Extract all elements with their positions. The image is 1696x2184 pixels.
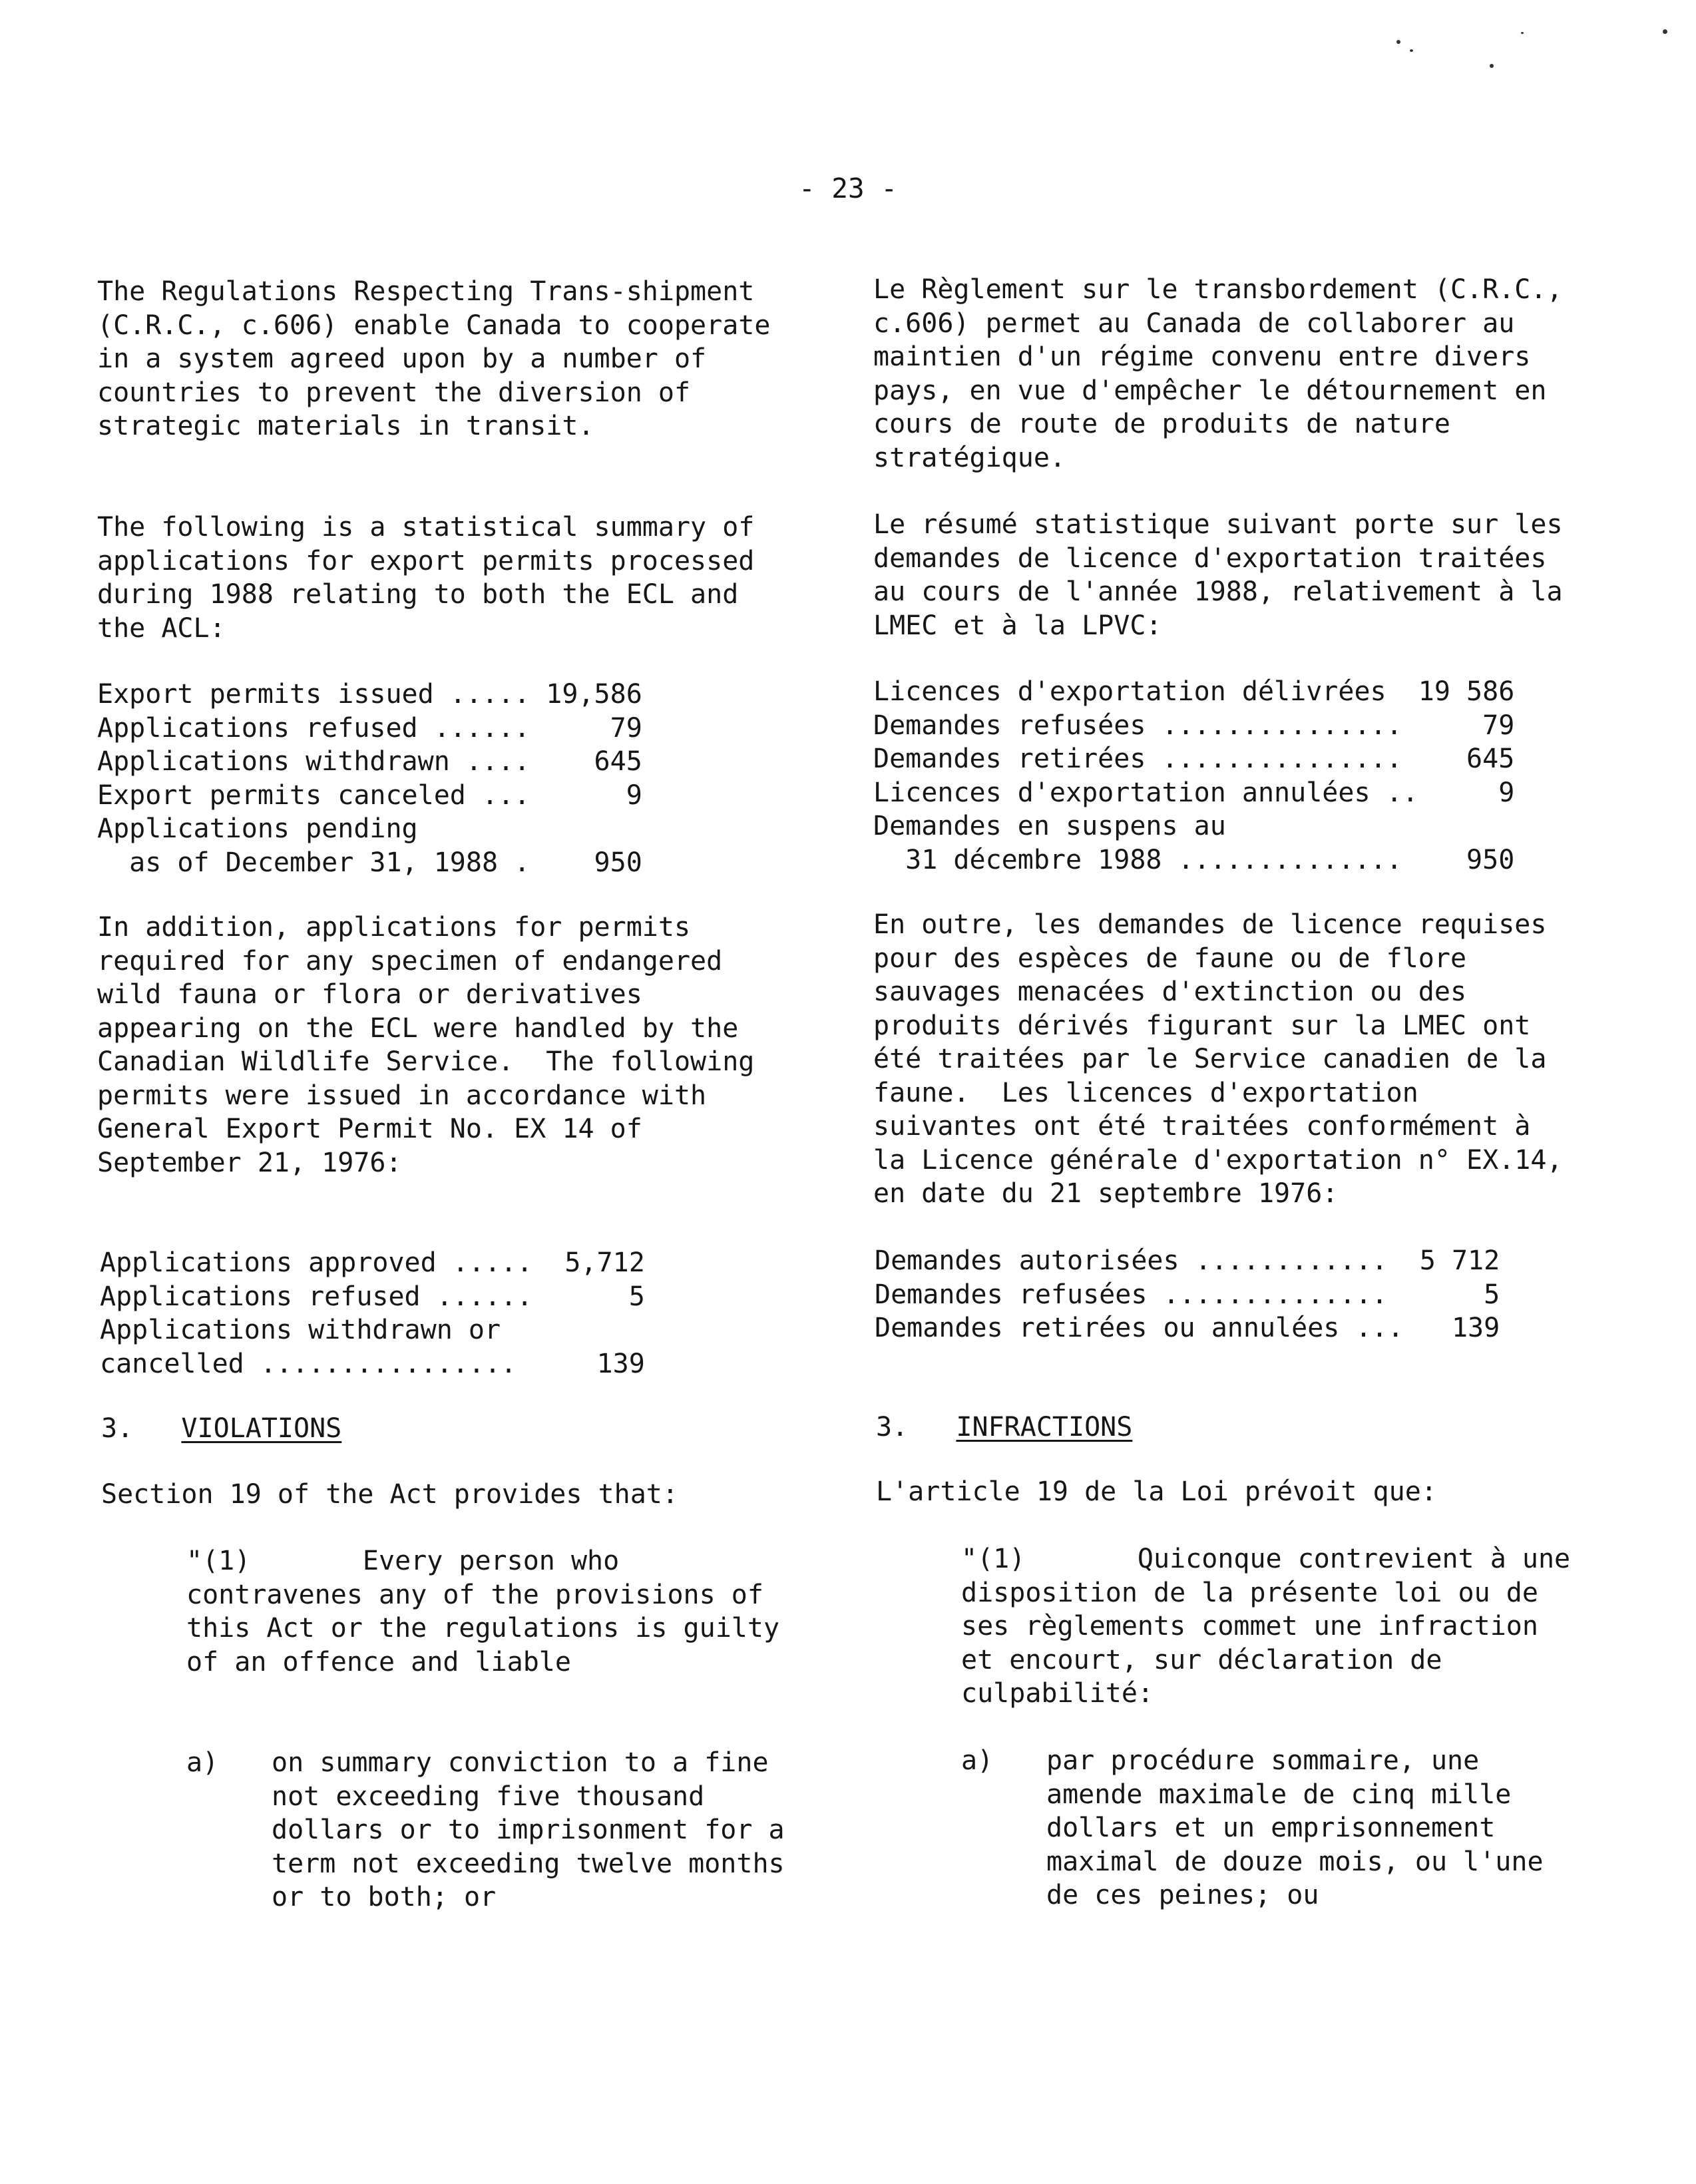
- page-number: - 23 -: [798, 172, 898, 204]
- fr-statistics-table: Licences d'exportation délivrées 19 586 Demandes refusées ............... 79 Demandes retirées ............... 645 Licences d'exportation annulées .. 9 Demandes en suspens au 31 décembre 1988 .............. 950: [873, 676, 1515, 875]
- fr-cws-statistics-table: Demandes autorisées ............ 5 712 Demandes refusées .............. 5 Demandes retirées ou annulées ... 139: [875, 1245, 1500, 1343]
- en-section-title: VIOLATIONS: [181, 1413, 342, 1444]
- en-summary-intro: The following is a statistical summary of applications for export permits processed during 1988 relating to both the ECL and the ACL:: [97, 512, 755, 644]
- scan-speck: [1490, 64, 1494, 68]
- fr-section-intro: L'article 19 de la Loi prévoit que:: [876, 1476, 1437, 1507]
- en-statistics-table: Export permits issued ..... 19,586 Applications refused ...... 79 Applications withdrawn .... 645 Export permits canceled ... 9 Applications pending as of December 31, 1988 . 950: [97, 679, 642, 878]
- en-addition-paragraph: In addition, applications for permits required for any specimen of endangered wild fauna or flora or derivatives appearing on the ECL were handled by the Canadian Wildlife Service. The following permits were issued in accordance with General Export Permit No. EX 14 of September 21, 1976:: [97, 912, 755, 1178]
- fr-summary-intro: Le résumé statistique suivant porte sur les demandes de licence d'exportation traitées au cours de l'année 1988, relativement à la LMEC et à la LPVC:: [873, 509, 1563, 641]
- en-item-label: a): [186, 1747, 219, 1778]
- scan-speck: [1663, 29, 1667, 34]
- en-section-heading: [101, 1412, 341, 1445]
- en-intro-paragraph: The Regulations Respecting Trans-shipment (C.R.C., c.606) enable Canada to cooperate in a system agreed upon by a number of countries to prevent the diversion of strategic materials in transit.: [97, 276, 771, 441]
- fr-statute-quote: "(1) Quiconque contrevient à une disposition de la présente loi ou de ses règlements commet une infraction et encourt, sur déclaration de culpabilité:: [961, 1544, 1571, 1709]
- en-section-number: 3.: [101, 1413, 134, 1444]
- fr-intro-paragraph: Le Règlement sur le transbordement (C.R.C., c.606) permet au Canada de collaborer au maintien d'un régime convenu entre divers pays, en vue d'empêcher le détournement en cours de route de produits de nature stratégique.: [873, 274, 1563, 473]
- en-statute-quote: "(1) Every person who contravenes any of the provisions of this Act or the regulations is guilty of an offence and liable: [186, 1546, 780, 1677]
- fr-item-text: par procédure sommaire, une amende maximale de cinq mille dollars et un emprisonnement maximal de douze mois, ou l'une de ces peines; ou: [1046, 1745, 1544, 1910]
- fr-section-title: INFRACTIONS: [956, 1412, 1133, 1442]
- en-cws-statistics-table: Applications approved ..... 5,712 Applications refused ...... 5 Applications withdrawn or cancelled ................ 139: [100, 1247, 645, 1379]
- fr-addition-paragraph: En outre, les demandes de licence requises pour des espèces de faune ou de flore sauvages menacées d'extinction ou des produits dérivés figurant sur la LMEC ont été traitées par le Service canadien de la faune. Les licences d'exportation suivantes ont été traitées conformément à la Licence générale d'exportation n° EX.14, en date du 21 septembre 1976:: [873, 909, 1563, 1209]
- scan-speck: [1410, 49, 1413, 52]
- scan-speck: [1521, 32, 1524, 34]
- fr-item-label: a): [961, 1745, 994, 1776]
- en-item-text: on summary conviction to a fine not exceeding five thousand dollars or to imprisonment for a term not exceeding twelve months or to both; or: [272, 1747, 785, 1912]
- fr-section-heading: [876, 1411, 1132, 1444]
- scan-speck: [1396, 40, 1400, 44]
- fr-section-number: 3.: [876, 1412, 909, 1442]
- en-section-intro: Section 19 of the Act provides that:: [101, 1479, 678, 1510]
